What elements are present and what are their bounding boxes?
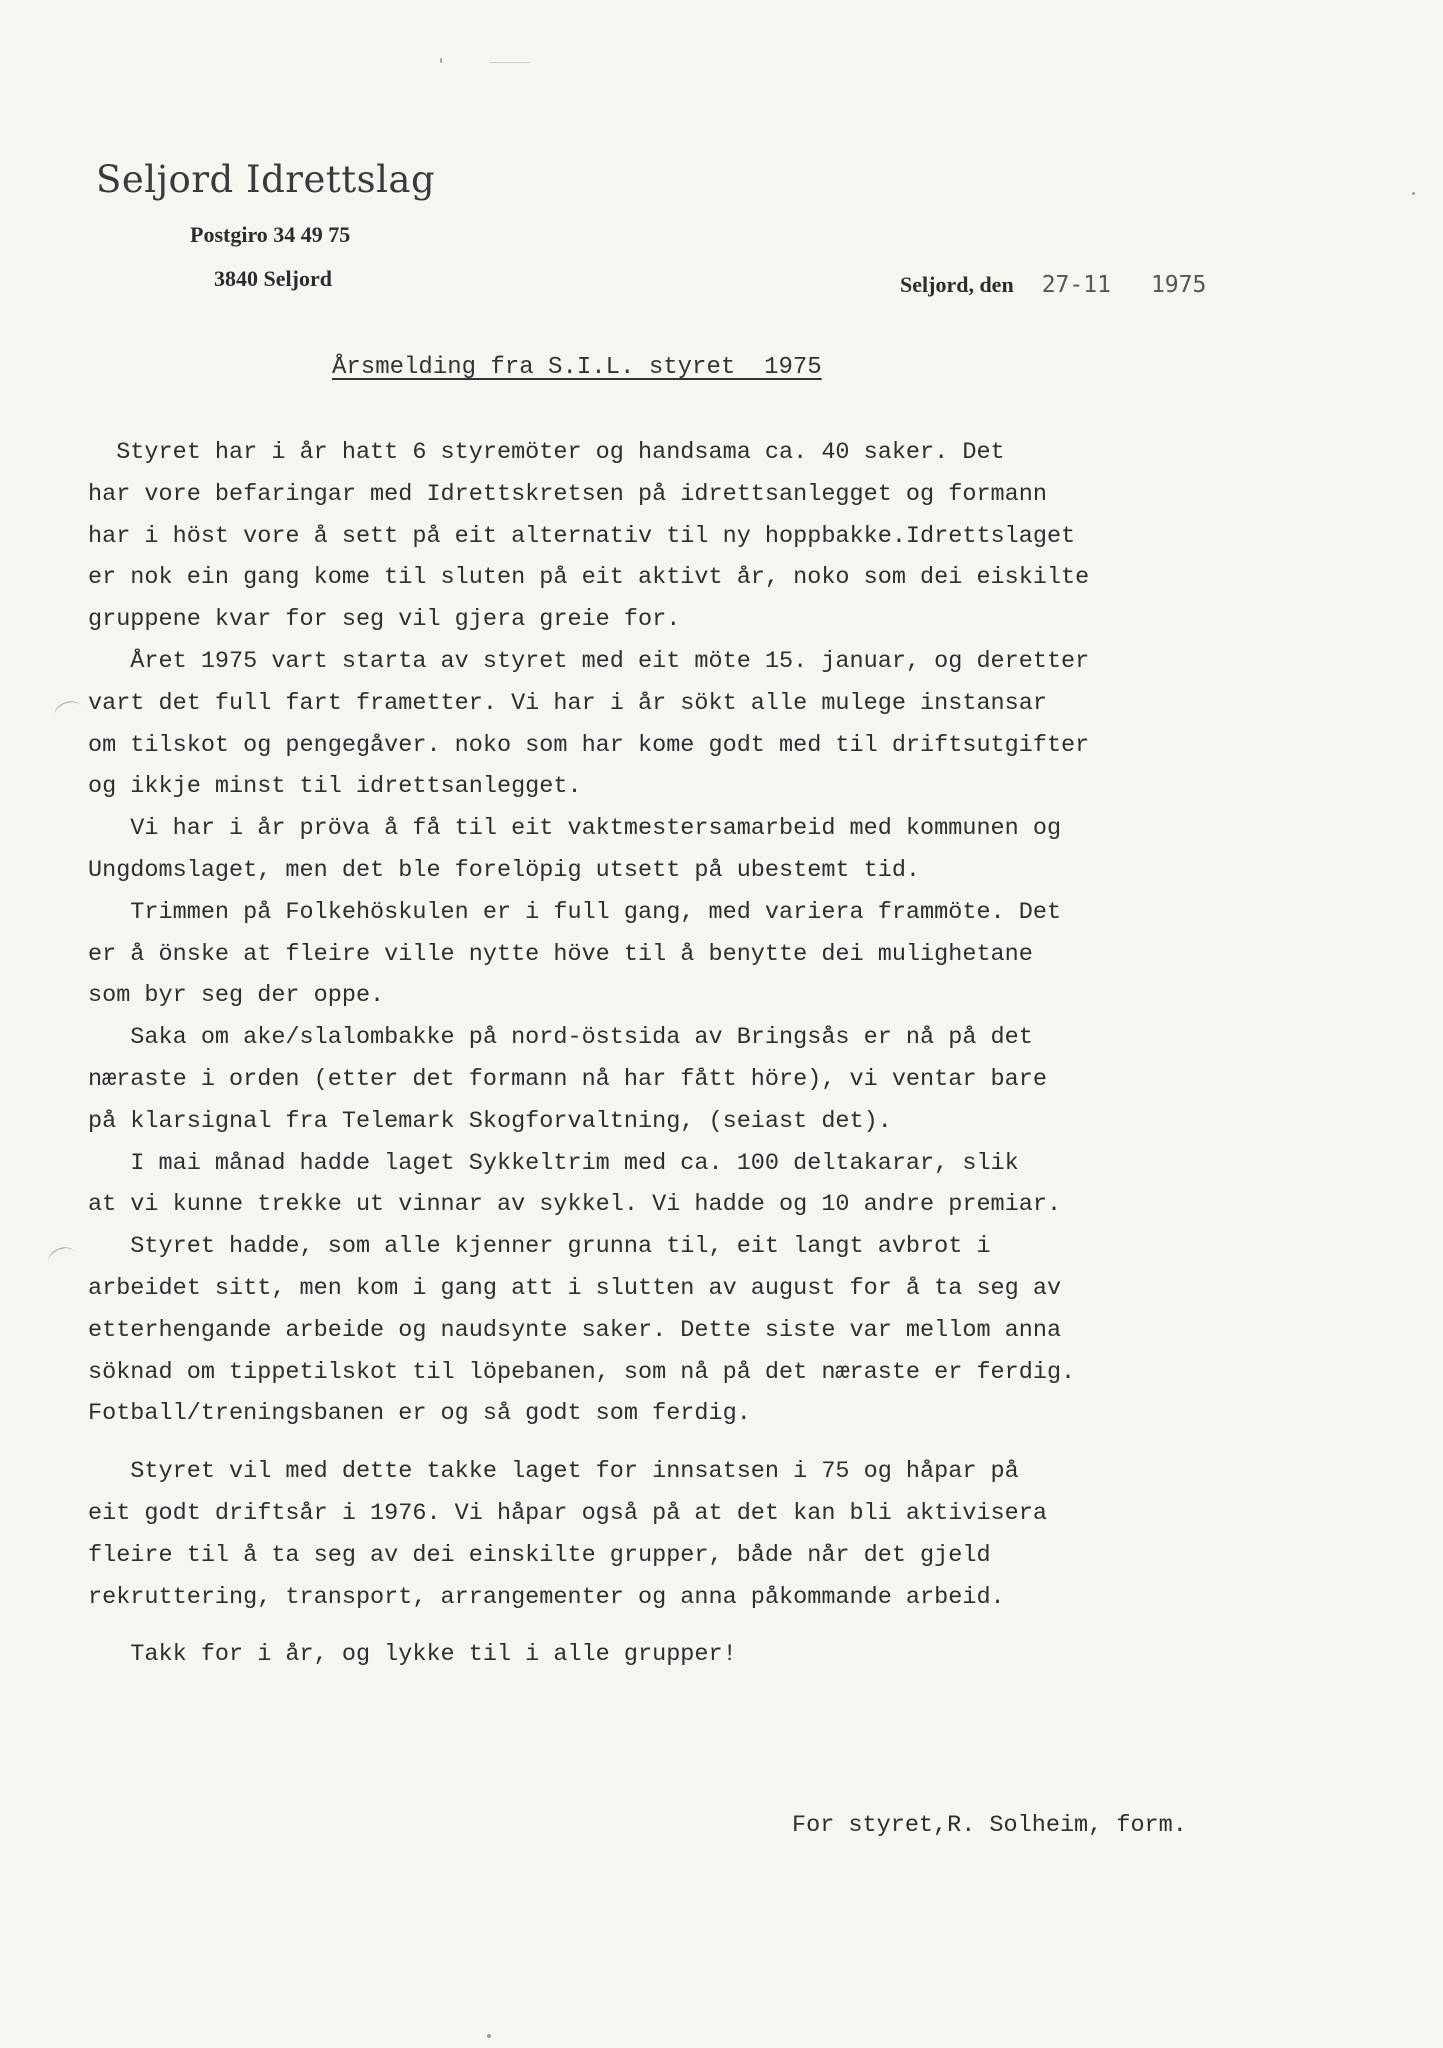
body-line: arbeidet sitt, men kom i gang att i slutten av august for å ta seg av <box>88 1274 1062 1302</box>
body-line: Ungdomslaget, men det ble forelöpig utsett på ubestemt tid. <box>88 856 921 884</box>
body-line: om tilskot og pengegåver. noko som har kome godt med til driftsutgifter <box>88 731 1090 759</box>
final-greeting: Takk for i år, og lykke til i alle grupper! <box>88 1641 737 1669</box>
date-day: 27-11 <box>1041 272 1111 298</box>
fold-mark <box>52 698 85 725</box>
closing-line: rekruttering, transport, arrangementer og anna påkommande arbeid. <box>88 1583 1005 1611</box>
body-line: har vore befaringar med Idrettskretsen på idrettsanlegget og formann <box>88 480 1047 508</box>
body-line: har i höst vore å sett på eit alternativ til ny hoppbakke.Idrettslaget <box>88 522 1076 550</box>
date-line <box>900 272 1206 298</box>
postgiro-number: Postgiro 34 49 75 <box>190 222 351 247</box>
letter-body <box>88 432 1378 1676</box>
date-place: Seljord, den <box>900 272 1014 297</box>
signature-line: For styret,R. Solheim, form. <box>792 1812 1187 1839</box>
body-line: næraste i orden (etter det formann nå har fått höre), vi ventar bare <box>88 1065 1047 1093</box>
closing-line: Styret vil med dette takke laget for innsatsen i 75 og håpar på <box>88 1458 1019 1486</box>
paper-speck <box>1412 192 1415 195</box>
body-line: Vi har i år pröva å få til eit vaktmestersamarbeid med kommunen og <box>88 815 1062 843</box>
body-line: på klarsignal fra Telemark Skogforvaltning, (seiast det). <box>88 1107 892 1135</box>
paper-speck <box>487 2034 491 2038</box>
body-line: Trimmen på Folkehöskulen er i full gang, med variera frammöte. Det <box>88 898 1062 926</box>
body-line: er nok ein gang kome til sluten på eit aktivt år, noko som dei eiskilte <box>88 564 1090 592</box>
body-line: Styret hadde, som alle kjenner grunna til, eit langt avbrot i <box>88 1233 991 1261</box>
body-line: Styret har i år hatt 6 styremöter og handsama ca. 40 saker. Det <box>88 439 1005 466</box>
body-line: Saka om ake/slalombakke på nord-östsida av Bringsås er nå på det <box>88 1024 1033 1052</box>
body-line: gruppene kvar for seg vil gjera greie for. <box>88 606 681 634</box>
body-line: etterhengande arbeide og naudsynte saker. Dette siste var mellom anna <box>88 1316 1062 1344</box>
body-line: vart det full fart frametter. Vi har i år sökt alle mulege instansar <box>88 689 1047 717</box>
organization-name: Seljord Idrettslag <box>96 158 436 201</box>
closing-line: eit godt driftsår i 1976. Vi håpar også på at det kan bli aktivisera <box>88 1499 1047 1527</box>
body-line: söknad om tippetilskot til löpebanen, som nå på det næraste er ferdig. <box>88 1358 1076 1386</box>
paragraph-gap <box>88 1435 1378 1451</box>
postal-address: 3840 Seljord <box>214 266 332 291</box>
document-heading: Årsmelding fra S.I.L. styret 1975 <box>332 354 822 381</box>
body-line: og ikkje minst til idrettsanlegget. <box>88 773 582 801</box>
paper-speck <box>490 62 530 63</box>
closing-line: fleire til å ta seg av dei einskilte grupper, både når det gjeld <box>88 1541 991 1569</box>
body-line: Fotball/treningsbanen er og så godt som ferdig. <box>88 1400 751 1428</box>
body-line: at vi kunne trekke ut vinnar av sykkel. Vi hadde og 10 andre premiar. <box>88 1191 1062 1219</box>
paragraph-gap <box>88 1618 1378 1634</box>
body-line: som byr seg der oppe. <box>88 982 385 1010</box>
body-line: er å önske at fleire ville nytte höve til å benytte dei mulighetane <box>88 940 1033 968</box>
body-line: Året 1975 vart starta av styret med eit möte 15. januar, og deretter <box>88 647 1090 675</box>
date-year: 1975 <box>1150 272 1207 298</box>
body-line: I mai månad hadde laget Sykkeltrim med ca. 100 deltakarar, slik <box>88 1149 1019 1177</box>
paper-speck <box>440 58 442 63</box>
fold-mark <box>46 1244 79 1271</box>
